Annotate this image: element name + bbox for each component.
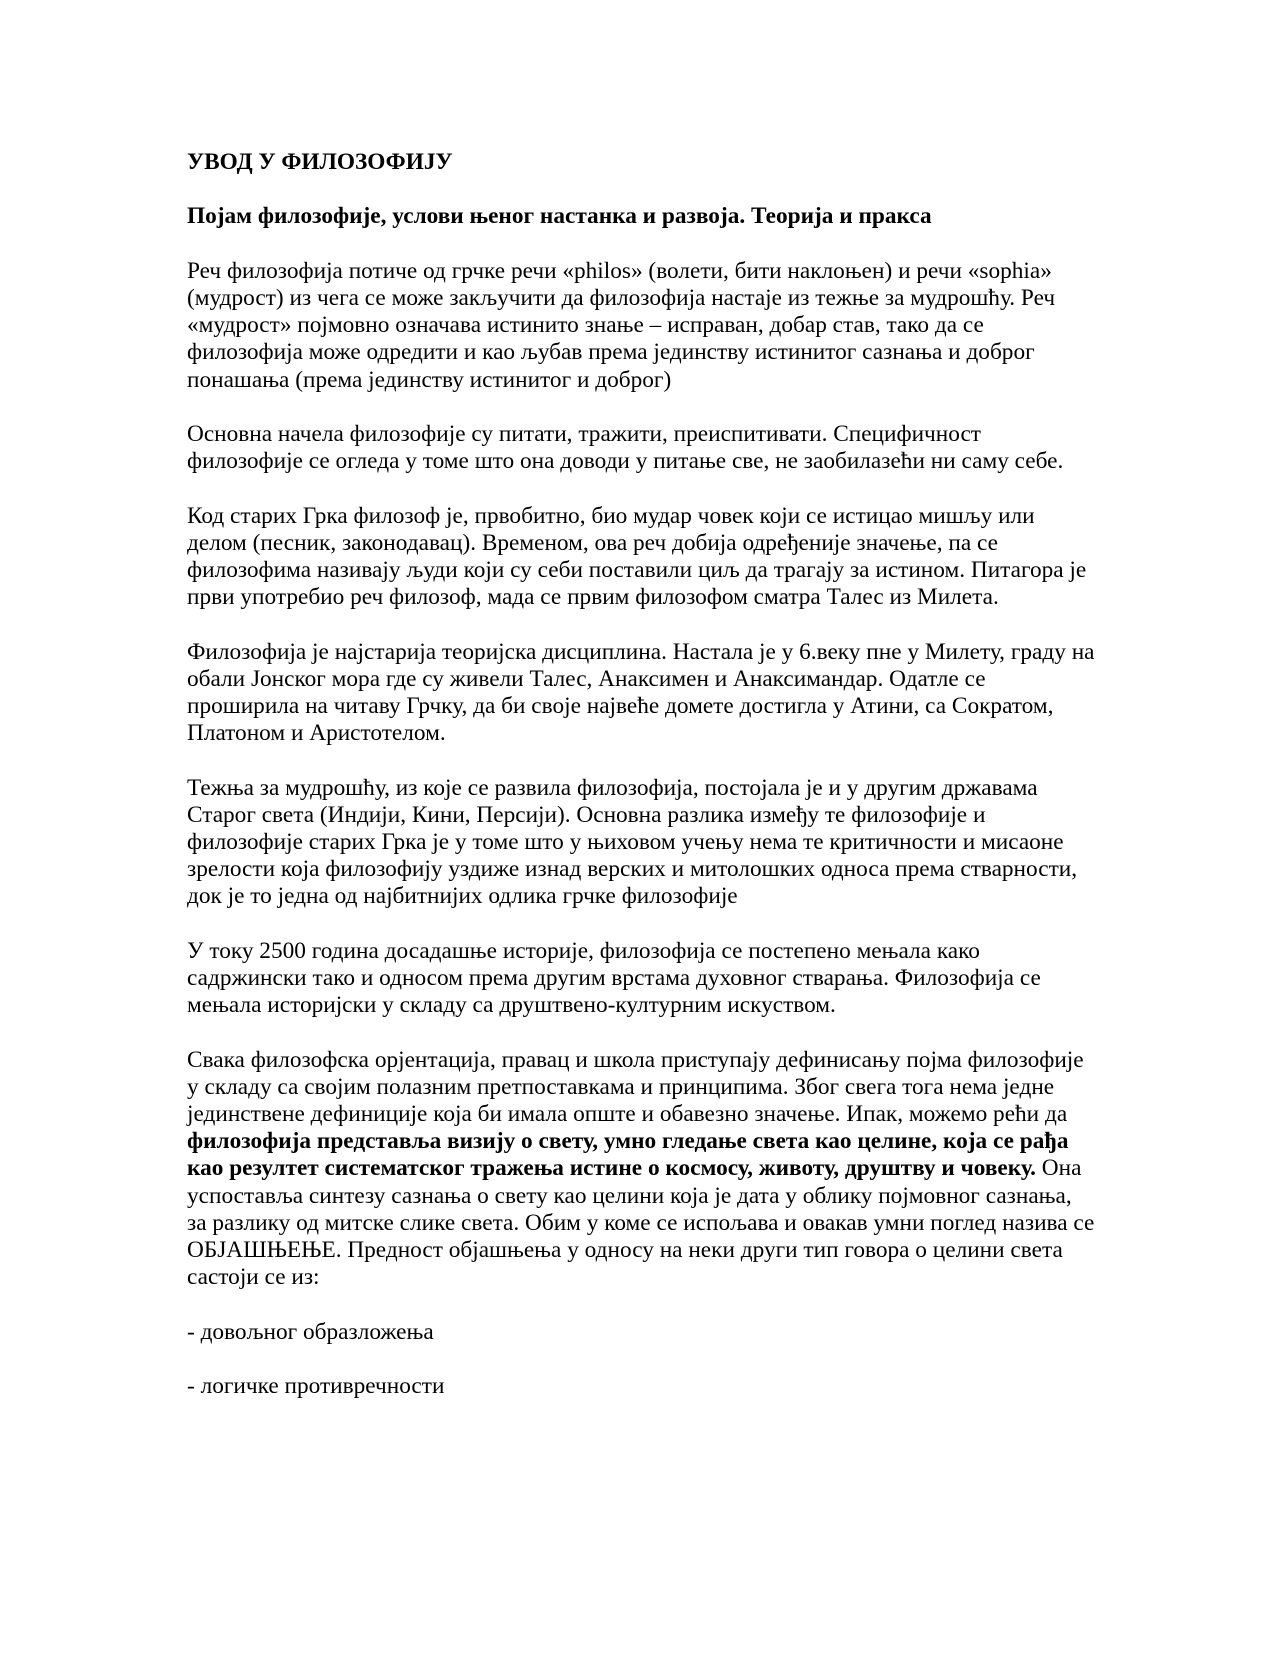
list-item: - логичке противречности xyxy=(187,1372,445,1399)
definition-intro: Свака филозофска орјентација, правац и школа приступају дефинисању појма филозофије у складу са својим полазним претпоставкама и принципима. Због свега тога нема једне јединствене дефиниције која би имала опште и обавезно значење. Ипак, можемо рећи да xyxy=(187,1046,1084,1127)
paragraph-greek-philosophers: Код старих Грка филозоф је, првобитно, био мудар човек који се истицао мишљу или делом (песник, законодавац). Временом, ова реч добија одређеније значење, па се филозофима називају људи који су себи поставили циљ да трагају за истином. Питагора је први употребио реч филозоф, мада се првим филозофом сматра Талес из Милета. xyxy=(187,502,1087,611)
document-body xyxy=(187,149,1097,1427)
paragraph-origin: Филозофија је најстарија теоријска дисциплина. Настала је у 6.веку пне у Милету, граду на обали Јонског мора где су живели Талес, Анаксимен и Анаксимандар. Одатле се проширила на читаву Грчку, да би своје највеће домете достигла у Атини, са Сократом, Платоном и Аристотелом. xyxy=(187,638,1095,747)
definition-rest: Она успоставља синтезу сазнања о свету као целини која је дата у облику појмовног сазнања, за разлику од митске слике света. Обим у коме се испољава и овакав умни поглед назива се ОБЈАШЊЕЊЕ. Предност објашњења у односу на неки други тип говора о целини света састоји се из: xyxy=(187,1155,1095,1291)
definition-bold: филозофија представља визију о свету, умно гледање света као целине, која се рађа као резултет систематског тражења истине о космосу, животу, друштву и човеку. xyxy=(187,1128,1069,1182)
paragraph-ancient-world: Тежња за мудрошћу, из које се развила филозофија, постојала је и у другим државама Старог света (Индији, Кини, Персији). Основна разлика између те филозофије и филозофије старих Грка је у томе што у њиховом учењу нема те критичности и мисаоне зрелости која филозофију уздиже изнад верских и митолошких односа према стварности, док је то једна од најбитнијих одлика грчке филозофије xyxy=(187,774,1078,910)
page-title: УВОД У ФИЛОЗОФИЈУ xyxy=(187,149,453,175)
list-item: - довољног образложења xyxy=(187,1318,434,1345)
paragraph-principles: Основна начела филозофије су питати, тражити, преиспитивати. Специфичност филозофије се огледа у томе што она доводи у питање све, не заобилазећи ни саму себе. xyxy=(187,420,1064,475)
paragraph-history: У току 2500 година досадашње историје, филозофија се постепено мењала како садржински тако и односом према другим врстама духовног стварања. Филозофија се мењала историјски у складу са друштвено-културним искуством. xyxy=(187,937,1041,1019)
section-subtitle: Појам филозофије, услови њеног настанка и развоја. Теорија и пракса xyxy=(187,203,932,230)
paragraph-etymology: Реч филозофија потиче од грчке речи «philos» (волети, бити наклоњен) и речи «sophia» (мудрост) из чега се може закључити да филозофија настаје из тежње за мудрошћу. Реч «мудрост» појмовно означава истинито знање – исправан, добар став, тако да се филозофија може одредити и као љубав према јединству истинитог сазнања и доброг понашања (према јединству истинитог и доброг) xyxy=(187,257,1056,393)
paragraph-definition xyxy=(187,1047,1097,1292)
